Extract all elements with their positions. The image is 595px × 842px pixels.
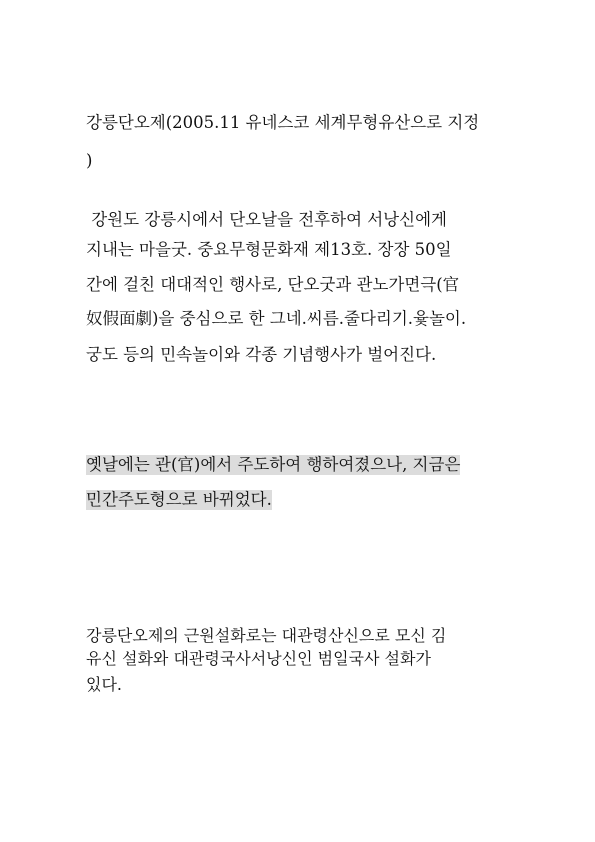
paragraph-1-line-1 <box>86 210 510 230</box>
paragraph-3-line-3 <box>86 675 510 694</box>
heading-text-continued: ) <box>86 151 93 170</box>
paragraph-1-line-5 <box>86 345 510 365</box>
paragraph-3-line-1 <box>86 626 510 645</box>
paragraph-1-line-4 <box>86 309 510 329</box>
heading-line-1 <box>86 113 510 133</box>
paragraph-text: 奴假面劇)을 중심으로 한 그네.씨름.줄다리기.윷놀이. <box>86 309 467 328</box>
paragraph-text: 간에 걸친 대대적인 행사로, 단오굿과 관노가면극(官 <box>86 275 460 294</box>
highlighted-text: 옛날에는 관(官)에서 주도하여 행하여졌으나, 지금은 <box>86 455 461 474</box>
paragraph-text: 지내는 마을굿. 중요무형문화재 제13호. 장장 50일 <box>86 240 452 259</box>
paragraph-text: 궁도 등의 민속놀이와 각종 기념행사가 벌어진다. <box>86 345 437 364</box>
paragraph-text: 강릉단오제의 근원설화로는 대관령산신으로 모신 김 <box>86 626 447 645</box>
paragraph-text: 유신 설화와 대관령국사서낭신인 범일국사 설화가 <box>86 649 431 668</box>
paragraph-1-line-2 <box>86 240 510 260</box>
highlighted-text: 민간주도형으로 바뀌었다. <box>86 490 272 509</box>
paragraph-text: 강원도 강릉시에서 단오날을 전후하여 서낭신에게 <box>86 210 447 229</box>
heading-line-2 <box>86 151 510 171</box>
paragraph-2-line-2 <box>86 490 510 510</box>
paragraph-1-line-3 <box>86 275 510 295</box>
heading-text: 강릉단오제(2005.11 유네스코 세계무형유산으로 지정 <box>86 113 480 132</box>
paragraph-2-line-1 <box>86 455 510 475</box>
paragraph-3-line-2 <box>86 649 510 668</box>
paragraph-text: 있다. <box>86 675 122 694</box>
